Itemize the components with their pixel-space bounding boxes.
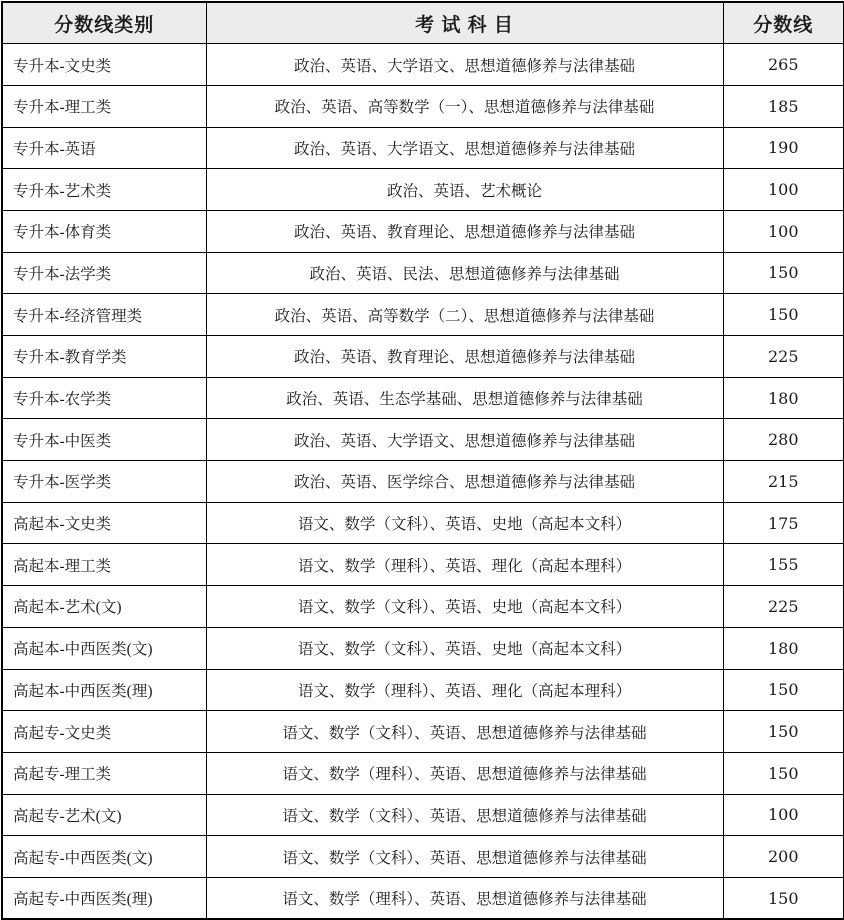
- subjects-cell: 政治、英语、高等数学（一）、思想道德修养与法律基础: [206, 85, 723, 127]
- score-cell: 215: [723, 461, 844, 503]
- category-cell: 高起专-艺术(文): [2, 794, 206, 836]
- score-cell: 150: [723, 752, 844, 794]
- table-row: [2, 669, 844, 711]
- category-cell: 高起专-文史类: [2, 711, 206, 753]
- category-cell: 专升本-法学类: [2, 252, 206, 294]
- table-row: [2, 169, 844, 211]
- subjects-cell: 政治、英语、生态学基础、思想道德修养与法律基础: [206, 377, 723, 419]
- score-cell: 185: [723, 85, 844, 127]
- table-row: [2, 836, 844, 878]
- table-row: [2, 377, 844, 419]
- category-cell: 专升本-艺术类: [2, 169, 206, 211]
- category-cell: 高起本-中西医类(理): [2, 669, 206, 711]
- score-cell: 280: [723, 419, 844, 461]
- subjects-cell: 政治、英语、民法、思想道德修养与法律基础: [206, 252, 723, 294]
- subjects-cell: 语文、数学（文科）、英语、史地（高起本文科）: [206, 627, 723, 669]
- score-line-table: [1, 1, 844, 920]
- subjects-cell: 政治、英语、教育理论、思想道德修养与法律基础: [206, 336, 723, 378]
- table-row: [2, 877, 844, 919]
- score-cell: 150: [723, 252, 844, 294]
- subjects-cell: 语文、数学（文科）、英语、史地（高起本文科）: [206, 502, 723, 544]
- score-cell: 190: [723, 127, 844, 169]
- category-cell: 高起本-文史类: [2, 502, 206, 544]
- subjects-cell: 语文、数学（理科）、英语、理化（高起本理科）: [206, 669, 723, 711]
- subjects-cell: 语文、数学（文科）、英语、思想道德修养与法律基础: [206, 711, 723, 753]
- category-cell: 高起专-中西医类(文): [2, 836, 206, 878]
- category-cell: 专升本-文史类: [2, 44, 206, 86]
- subjects-cell: 政治、英语、大学语文、思想道德修养与法律基础: [206, 127, 723, 169]
- score-cell: 150: [723, 669, 844, 711]
- score-cell: 180: [723, 377, 844, 419]
- subjects-cell: 政治、英语、医学综合、思想道德修养与法律基础: [206, 461, 723, 503]
- table-row: [2, 627, 844, 669]
- table-row: [2, 502, 844, 544]
- subjects-cell: 政治、英语、教育理论、思想道德修养与法律基础: [206, 210, 723, 252]
- table-row: [2, 711, 844, 753]
- score-cell: 150: [723, 711, 844, 753]
- subjects-cell: 政治、英语、大学语文、思想道德修养与法律基础: [206, 419, 723, 461]
- category-cell: 专升本-英语: [2, 127, 206, 169]
- score-cell: 225: [723, 586, 844, 628]
- category-cell: 专升本-经济管理类: [2, 294, 206, 336]
- table-row: [2, 85, 844, 127]
- subjects-cell: 语文、数学（理科）、英语、思想道德修养与法律基础: [206, 752, 723, 794]
- category-cell: 专升本-医学类: [2, 461, 206, 503]
- category-cell: 高起本-艺术(文): [2, 586, 206, 628]
- score-cell: 180: [723, 627, 844, 669]
- table-row: [2, 252, 844, 294]
- subjects-cell: 政治、英语、大学语文、思想道德修养与法律基础: [206, 44, 723, 86]
- score-cell: 150: [723, 294, 844, 336]
- category-cell: 高起专-理工类: [2, 752, 206, 794]
- table-row: [2, 794, 844, 836]
- subjects-cell: 政治、英语、高等数学（二）、思想道德修养与法律基础: [206, 294, 723, 336]
- category-cell: 专升本-理工类: [2, 85, 206, 127]
- score-cell: 265: [723, 44, 844, 86]
- category-cell: 专升本-中医类: [2, 419, 206, 461]
- category-cell: 高起本-中西医类(文): [2, 627, 206, 669]
- table-row: [2, 127, 844, 169]
- header-category: 分数线类别: [2, 2, 206, 44]
- subjects-cell: 语文、数学（文科）、英语、史地（高起本文科）: [206, 586, 723, 628]
- category-cell: 高起本-理工类: [2, 544, 206, 586]
- header-row: [2, 2, 844, 44]
- subjects-cell: 政治、英语、艺术概论: [206, 169, 723, 211]
- category-cell: 专升本-教育学类: [2, 336, 206, 378]
- table-row: [2, 586, 844, 628]
- score-line-table-container: [0, 1, 844, 920]
- table-row: [2, 419, 844, 461]
- score-cell: 100: [723, 794, 844, 836]
- table-row: [2, 544, 844, 586]
- category-cell: 专升本-体育类: [2, 210, 206, 252]
- subjects-cell: 语文、数学（理科）、英语、理化（高起本理科）: [206, 544, 723, 586]
- table-row: [2, 294, 844, 336]
- score-cell: 225: [723, 336, 844, 378]
- subjects-cell: 语文、数学（理科）、英语、思想道德修养与法律基础: [206, 877, 723, 919]
- category-cell: 高起专-中西医类(理): [2, 877, 206, 919]
- subjects-cell: 语文、数学（文科）、英语、思想道德修养与法律基础: [206, 836, 723, 878]
- table-row: [2, 752, 844, 794]
- header-subjects: 考 试 科 目: [206, 2, 723, 44]
- score-cell: 175: [723, 502, 844, 544]
- score-cell: 100: [723, 210, 844, 252]
- score-cell: 200: [723, 836, 844, 878]
- header-score: 分数线: [723, 2, 844, 44]
- table-row: [2, 210, 844, 252]
- category-cell: 专升本-农学类: [2, 377, 206, 419]
- subjects-cell: 语文、数学（文科）、英语、思想道德修养与法律基础: [206, 794, 723, 836]
- table-row: [2, 44, 844, 86]
- score-cell: 155: [723, 544, 844, 586]
- score-cell: 150: [723, 877, 844, 919]
- table-row: [2, 461, 844, 503]
- table-row: [2, 336, 844, 378]
- score-cell: 100: [723, 169, 844, 211]
